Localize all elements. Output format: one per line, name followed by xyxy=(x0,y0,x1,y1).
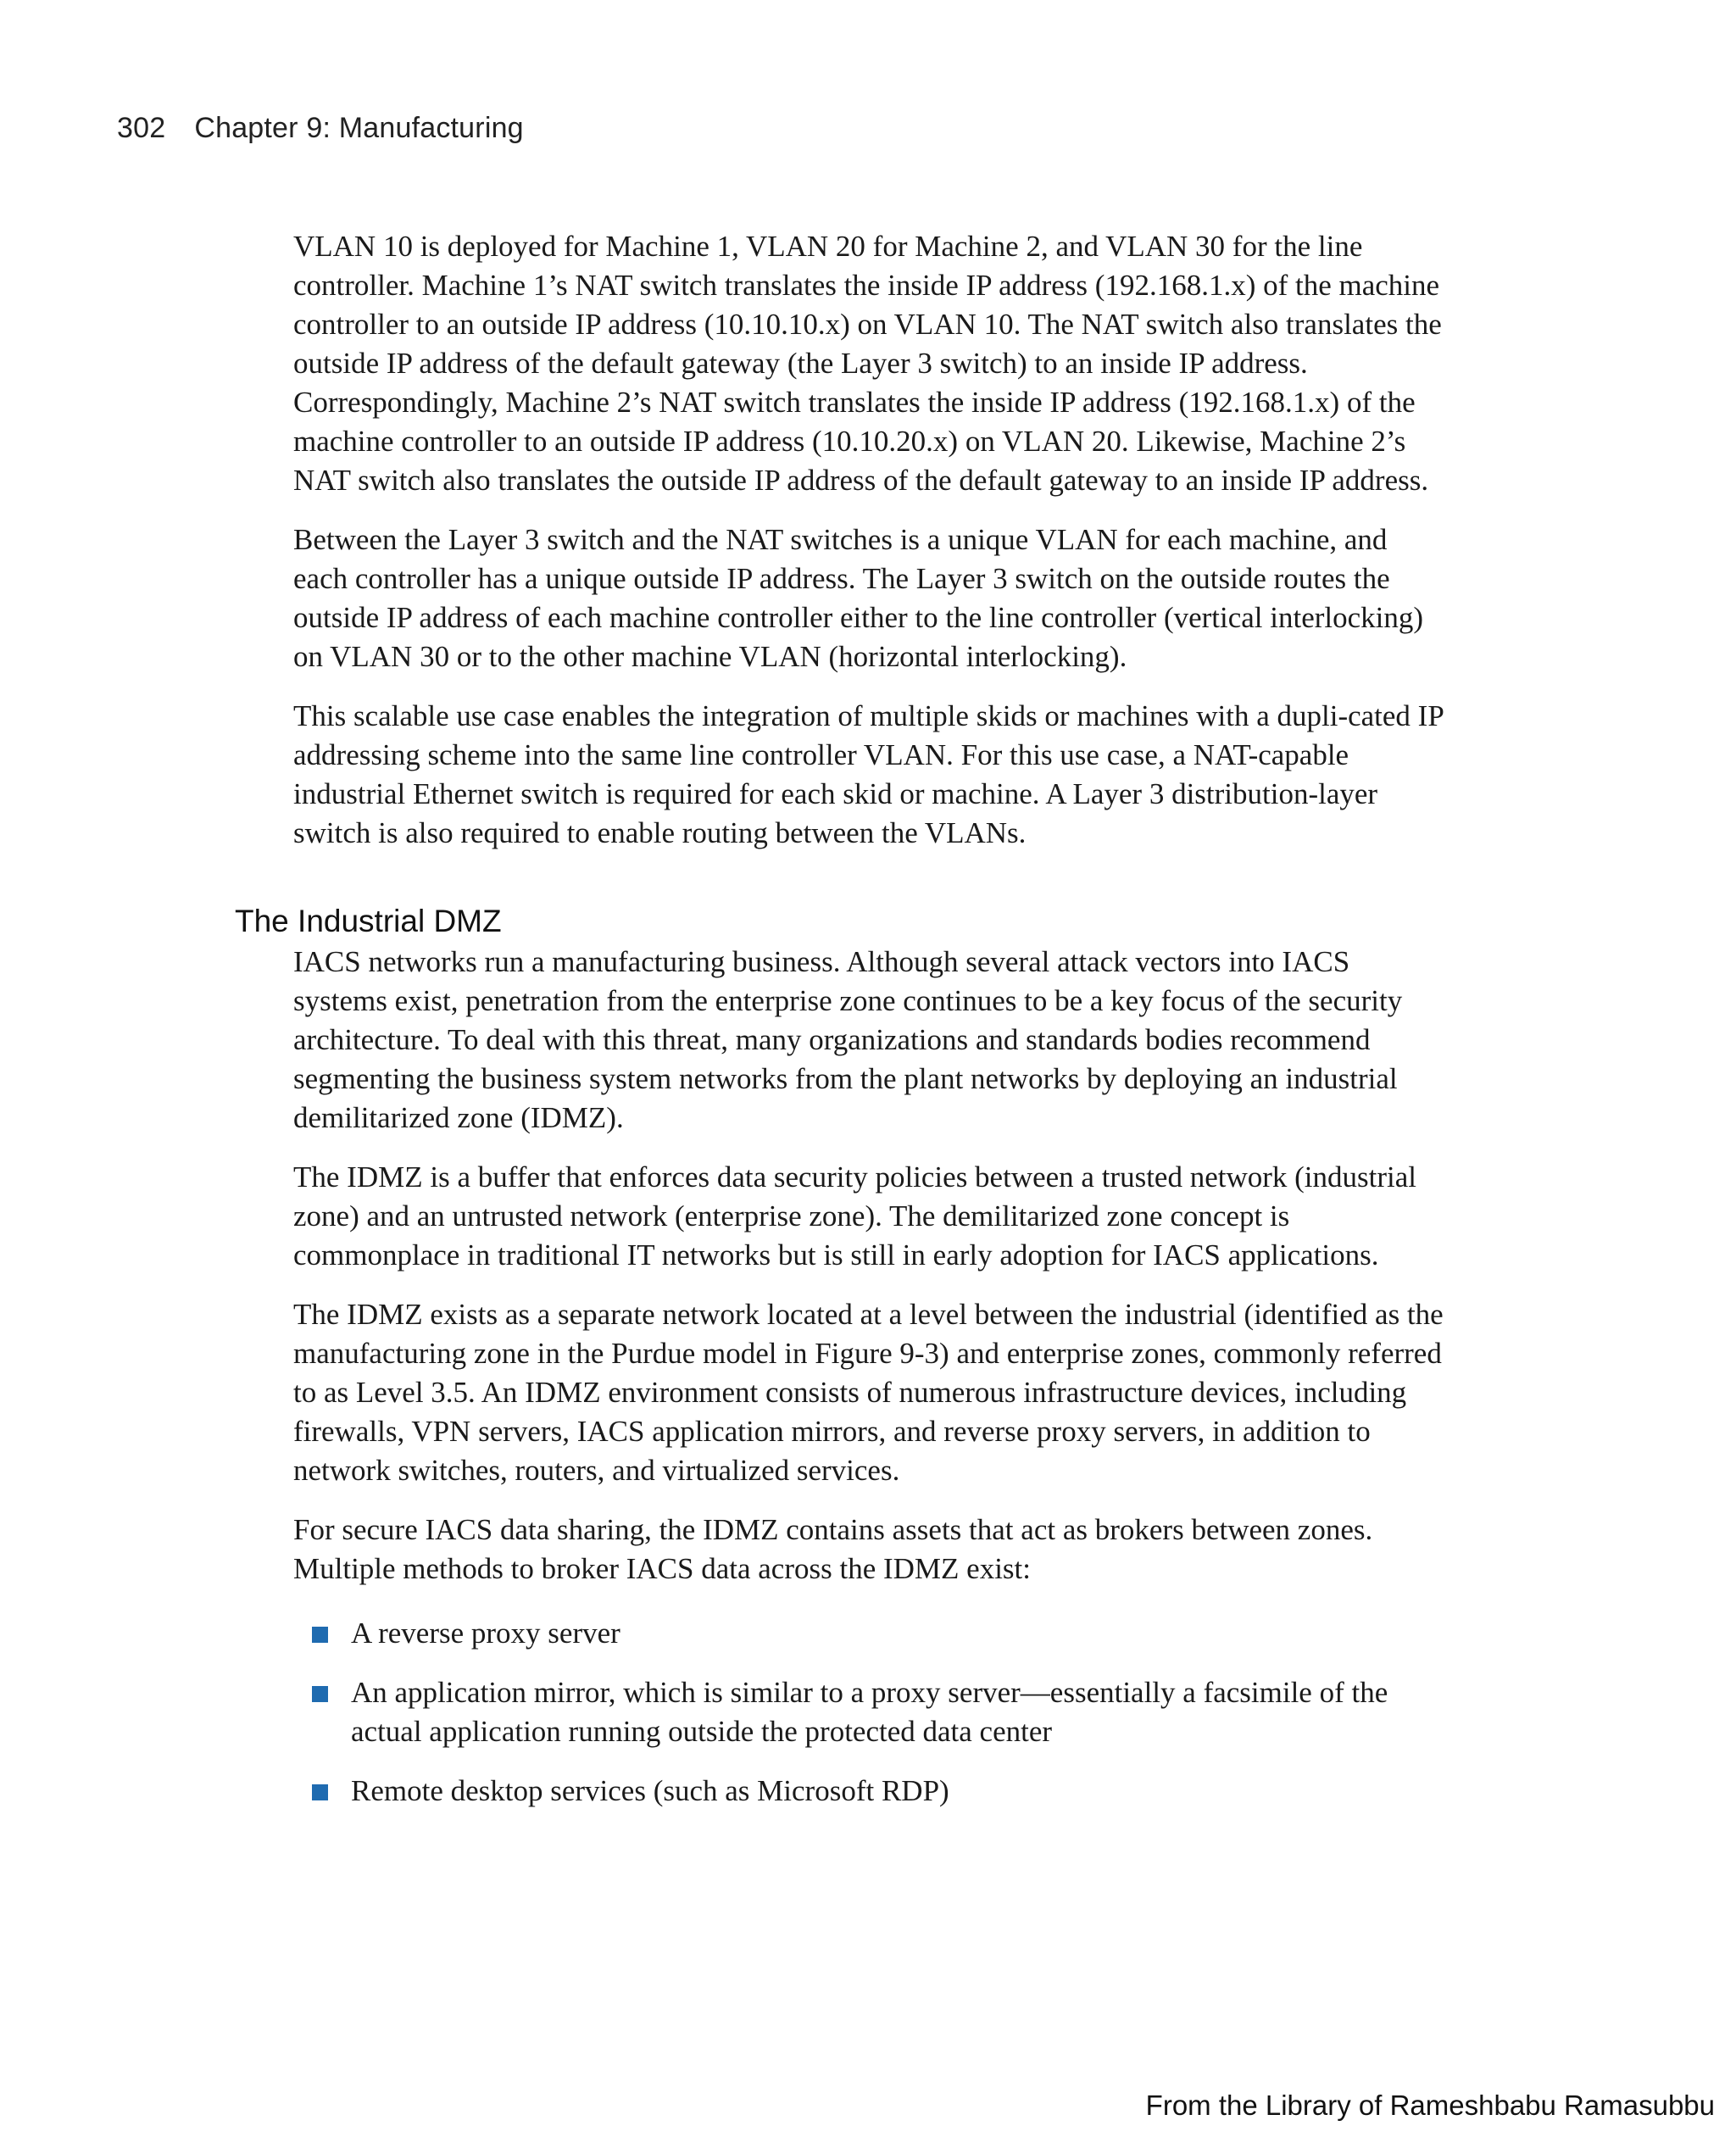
square-bullet-icon xyxy=(312,1686,328,1702)
chapter-title: Chapter 9: Manufacturing xyxy=(194,112,524,144)
list-item xyxy=(293,1772,1446,1811)
list-item-text: An application mirror, which is similar to a proxy server—essentially a facsimile of the actual application running outside the protected data center xyxy=(351,1676,1388,1748)
paragraph-iacs-networks: IACS networks run a manufacturing business. Although several attack vectors into IACS systems exist, penetration from the enterprise zone continues to be a key focus of the security architecture. To deal with this threat, many organizations and standards bodies recommend segmenting the business system networks from the plant networks by deploying an industrial demilitarized zone (IDMZ). xyxy=(293,945,1403,1134)
paragraph-idmz-level: The IDMZ exists as a separate network located at a level between the industrial (identified as the manufacturing zone in the Purdue model in Figure 9-3) and enterprise zones, commonly referred to as Level 3.5. An IDMZ environment consists of numerous infrastructure devices, including firewalls, VPN servers, IACS application mirrors, and reverse proxy servers, in addition to network switches, routers, and virtualized services. xyxy=(293,1298,1444,1487)
list-item-text: A reverse proxy server xyxy=(351,1617,620,1650)
list-item-text: Remote desktop services (such as Microsoft RDP) xyxy=(351,1774,949,1807)
section-heading: The Industrial DMZ xyxy=(235,904,502,938)
broker-methods-list xyxy=(293,1614,1446,1811)
page-number: 302 xyxy=(117,112,166,144)
square-bullet-icon xyxy=(312,1627,328,1643)
paragraph-idmz-buffer: The IDMZ is a buffer that enforces data security policies between a trusted network (industrial zone) and an untrusted network (enterprise zone). The demilitarized zone concept is commonplace in traditional IT networks but is still in early adoption for IACS applications. xyxy=(293,1160,1417,1272)
body-content xyxy=(235,227,1446,1831)
paragraph-layer3-routing: Between the Layer 3 switch and the NAT switches is a unique VLAN for each machine, and each controller has a unique outside IP address. The Layer 3 switch on the outside routes the outside IP address of each machine controller either to the line controller (vertical interlocking) on VLAN 30 or to the other machine VLAN (horizontal interlocking). xyxy=(293,523,1424,673)
running-head xyxy=(117,112,524,145)
list-item xyxy=(293,1673,1446,1751)
library-footer: From the Library of Rameshbabu Ramasubbu xyxy=(1145,2090,1715,2121)
list-item xyxy=(293,1614,1446,1653)
paragraph-vlan-deployment: VLAN 10 is deployed for Machine 1, VLAN 20 for Machine 2, and VLAN 30 for the line controller. Machine 1’s NAT switch translates the inside IP address (192.168.1.x) of the machine controller to an outside IP address (10.10.10.x) on VLAN 10. The NAT switch also translates the outside IP address of the default gateway (the Layer 3 switch) to an inside IP address. Correspondingly, Machine 2’s NAT switch translates the inside IP address (192.168.1.x) of the machine controller to an outside IP address (10.10.20.x) on VLAN 20. Likewise, Machine 2’s NAT switch also translates the outside IP address of the default gateway to an inside IP address. xyxy=(293,230,1442,497)
paragraph-scalable-use-case: This scalable use case enables the integration of multiple skids or machines with a dupli-cated IP addressing scheme into the same line controller VLAN. For this use case, a NAT-capable industrial Ethernet switch is required for each skid or machine. A Layer 3 distribution-layer switch is also required to enable routing between the VLANs. xyxy=(293,699,1444,849)
square-bullet-icon xyxy=(312,1784,328,1800)
paragraph-data-sharing: For secure IACS data sharing, the IDMZ contains assets that act as brokers between zones. Multiple methods to broker IACS data across the IDMZ exist: xyxy=(293,1513,1373,1585)
